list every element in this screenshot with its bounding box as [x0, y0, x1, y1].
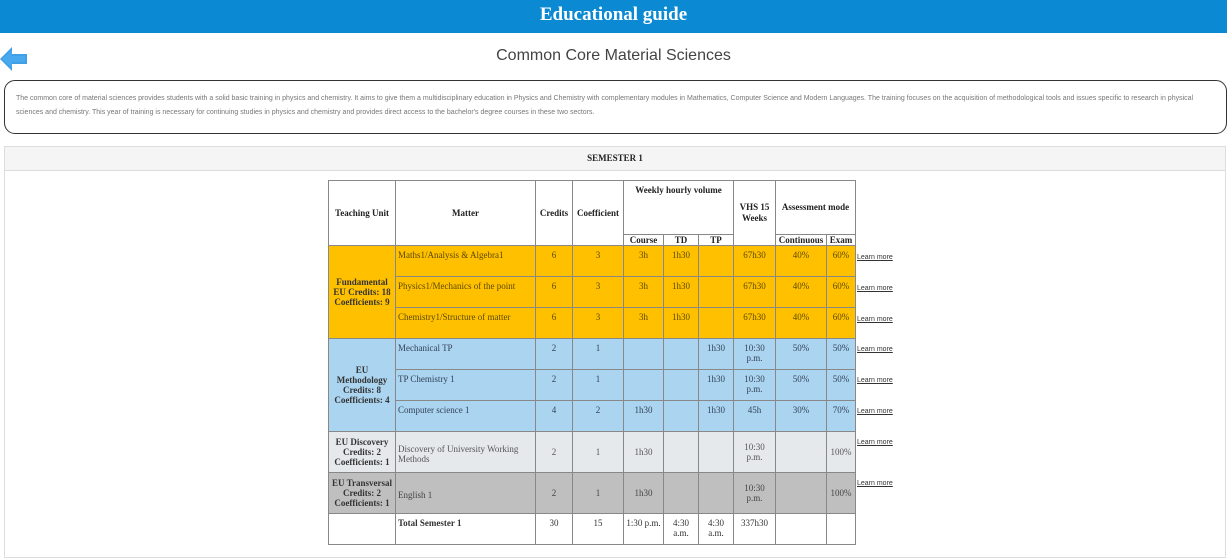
matter-cell: Physics1/Mechanics of the point — [396, 277, 536, 308]
vhs-cell: 67h30 — [734, 246, 776, 277]
unit-transversal: EU Transversal Credits: 2 Coefficients: 1 — [329, 473, 396, 514]
description-box — [4, 80, 1227, 134]
learn-more-link[interactable]: Learn more — [857, 254, 893, 261]
total-credits: 30 — [536, 514, 573, 545]
coef-cell: 1 — [573, 370, 624, 401]
tp-cell: 1h30 — [699, 401, 734, 432]
vhs-cell: 10:30 p.m. — [734, 370, 776, 401]
coef-cell: 1 — [573, 473, 624, 514]
matter-cell: Computer science 1 — [396, 401, 536, 432]
col-credits: Credits — [536, 181, 573, 246]
table-row — [329, 308, 856, 339]
course-cell: 3h — [624, 308, 664, 339]
col-matter: Matter — [396, 181, 536, 246]
table-row — [329, 370, 856, 401]
credits-cell: 6 — [536, 277, 573, 308]
continuous-cell: 40% — [776, 246, 827, 277]
col-teaching-unit: Teaching Unit — [329, 181, 396, 246]
total-td: 4:30 a.m. — [664, 514, 699, 545]
matter-cell: Mechanical TP — [396, 339, 536, 370]
semester-panel — [4, 146, 1226, 558]
app-title: Educational guide — [539, 4, 688, 25]
curriculum-table — [328, 180, 856, 545]
td-cell: 1h30 — [664, 246, 699, 277]
continuous-cell: 30% — [776, 401, 827, 432]
total-course: 1:30 p.m. — [624, 514, 664, 545]
exam-cell: 60% — [827, 308, 856, 339]
exam-cell: 50% — [827, 339, 856, 370]
total-vhs: 337h30 — [734, 514, 776, 545]
credits-cell: 6 — [536, 246, 573, 277]
continuous-cell: 40% — [776, 308, 827, 339]
unit-methodology: EU Methodology Credits: 8 Coefficients: 4 — [329, 339, 396, 432]
page-subtitle: Common Core Material Sciences — [496, 47, 731, 64]
learn-more-link[interactable]: Learn more — [857, 285, 893, 292]
col-continuous: Continuous — [776, 235, 827, 246]
tp-cell — [699, 473, 734, 514]
coef-cell: 2 — [573, 401, 624, 432]
table-row — [329, 473, 856, 514]
unit-fundamental: Fundamental EU Credits: 18 Coefficients: 9 — [329, 246, 396, 339]
total-label: Total Semester 1 — [396, 514, 536, 545]
credits-cell: 6 — [536, 308, 573, 339]
col-td: TD — [664, 235, 699, 246]
col-exam: Exam — [827, 235, 856, 246]
continuous-cell: 50% — [776, 370, 827, 401]
matter-cell: English 1 — [396, 473, 536, 514]
tp-cell — [699, 432, 734, 473]
total-exam — [827, 514, 856, 545]
coef-cell: 3 — [573, 246, 624, 277]
course-cell: 1h30 — [624, 432, 664, 473]
matter-cell: Chemistry1/Structure of matter — [396, 308, 536, 339]
continuous-cell: 50% — [776, 339, 827, 370]
total-unit-cell — [329, 514, 396, 545]
vhs-cell: 10:30 p.m. — [734, 473, 776, 514]
credits-cell: 2 — [536, 370, 573, 401]
credits-cell: 2 — [536, 339, 573, 370]
credits-cell: 2 — [536, 473, 573, 514]
td-cell — [664, 401, 699, 432]
col-assessment: Assessment mode — [776, 181, 856, 235]
col-course: Course — [624, 235, 664, 246]
learn-more-link[interactable]: Learn more — [857, 439, 893, 446]
exam-cell: 100% — [827, 473, 856, 514]
unit-discovery: EU Discovery Credits: 2 Coefficients: 1 — [329, 432, 396, 473]
exam-cell: 60% — [827, 277, 856, 308]
table-row — [329, 246, 856, 277]
col-weekly-volume: Weekly hourly volume — [624, 181, 734, 235]
total-row — [329, 514, 856, 545]
vhs-cell: 45h — [734, 401, 776, 432]
tp-cell: 1h30 — [699, 339, 734, 370]
description-text: The common core of material sciences provides students with a solid basic training in physics and chemistry. It aims to give them a multidisciplinary education in Physics and Chemistry with complementary modules in Mathematics, Computer Science and Modern Languages. The training focuses on the acquisition of methodological tools and issues specific to research in physical sciences and chemistry. This year of training is necessary for continuing studies in physics and chemistry and provides direct access to the bachelor's degree courses in these two sectors. — [16, 95, 1194, 116]
course-cell: 1h30 — [624, 401, 664, 432]
matter-cell: Discovery of University Working Methods — [396, 432, 536, 473]
learn-more-link[interactable]: Learn more — [857, 316, 893, 323]
tp-cell — [699, 277, 734, 308]
vhs-cell: 10:30 p.m. — [734, 432, 776, 473]
learn-more-link[interactable]: Learn more — [857, 377, 893, 384]
exam-cell: 100% — [827, 432, 856, 473]
table-row — [329, 277, 856, 308]
td-cell — [664, 339, 699, 370]
td-cell: 1h30 — [664, 277, 699, 308]
tp-cell — [699, 246, 734, 277]
credits-cell: 4 — [536, 401, 573, 432]
vhs-cell: 67h30 — [734, 308, 776, 339]
col-tp: TP — [699, 235, 734, 246]
exam-cell: 60% — [827, 246, 856, 277]
learn-more-link[interactable]: Learn more — [857, 480, 893, 487]
td-cell: 1h30 — [664, 308, 699, 339]
table-row — [329, 432, 856, 473]
matter-cell: Maths1/Analysis & Algebra1 — [396, 246, 536, 277]
coef-cell: 1 — [573, 432, 624, 473]
coef-cell: 1 — [573, 339, 624, 370]
app-header — [0, 0, 1227, 33]
continuous-cell: 40% — [776, 277, 827, 308]
continuous-cell — [776, 473, 827, 514]
coef-cell: 3 — [573, 277, 624, 308]
table-row — [329, 339, 856, 370]
course-cell: 3h — [624, 246, 664, 277]
td-cell — [664, 370, 699, 401]
td-cell — [664, 473, 699, 514]
semester-heading: SEMESTER 1 — [5, 147, 1225, 171]
exam-cell: 50% — [827, 370, 856, 401]
vhs-cell: 67h30 — [734, 277, 776, 308]
course-cell: 3h — [624, 277, 664, 308]
total-coef: 15 — [573, 514, 624, 545]
tp-cell: 1h30 — [699, 370, 734, 401]
vhs-cell: 10:30 p.m. — [734, 339, 776, 370]
credits-cell: 2 — [536, 432, 573, 473]
learn-more-link[interactable]: Learn more — [857, 408, 893, 415]
matter-cell: TP Chemistry 1 — [396, 370, 536, 401]
course-cell: 1h30 — [624, 473, 664, 514]
coef-cell: 3 — [573, 308, 624, 339]
exam-cell: 70% — [827, 401, 856, 432]
total-continuous — [776, 514, 827, 545]
col-vhs: VHS 15 Weeks — [734, 181, 776, 246]
learn-more-link[interactable]: Learn more — [857, 346, 893, 353]
tp-cell — [699, 308, 734, 339]
course-cell — [624, 370, 664, 401]
continuous-cell — [776, 432, 827, 473]
course-cell — [624, 339, 664, 370]
col-coefficient: Coefficient — [573, 181, 624, 246]
table-row — [329, 401, 856, 432]
total-tp: 4:30 a.m. — [699, 514, 734, 545]
td-cell — [664, 432, 699, 473]
